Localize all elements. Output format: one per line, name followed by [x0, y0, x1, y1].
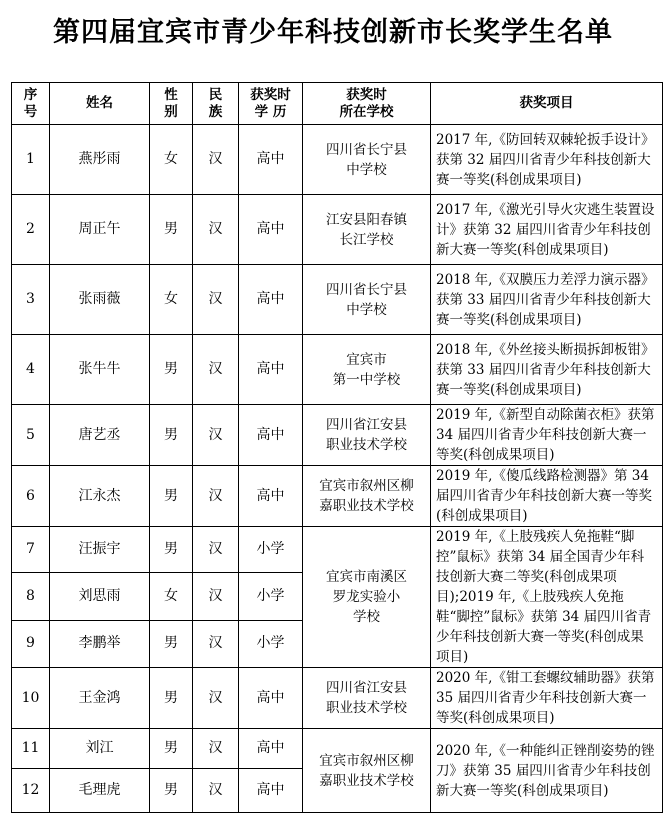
row-name: 江永杰: [50, 466, 150, 527]
row-gender: 男: [150, 527, 193, 573]
row-ethnicity: 汉: [193, 466, 239, 527]
row-education: 小学: [239, 573, 303, 620]
row-name: 刘江: [50, 729, 150, 769]
row-school: 江安县阳春镇 长江学校: [303, 195, 431, 265]
row-education: 小学: [239, 620, 303, 667]
row-ethnicity: 汉: [193, 729, 239, 769]
row-no: 5: [12, 405, 50, 466]
row-ethnicity: 汉: [193, 125, 239, 195]
row-name: 李鹏举: [50, 620, 150, 667]
row-name: 张雨薇: [50, 265, 150, 335]
document-title: 第四届宜宾市青少年科技创新市长奖学生名单: [53, 17, 613, 48]
row-no: 9: [12, 620, 50, 667]
row-award: 2017 年,《防回转双棘轮扳手设计》获第 32 届四川省青少年科技创新大赛一等奖(科创成果项目): [431, 125, 663, 195]
row-gender: 男: [150, 620, 193, 667]
row-school: 四川省长宁县 中学校: [303, 125, 431, 195]
row-ethnicity: 汉: [193, 405, 239, 466]
row-no: 4: [12, 335, 50, 405]
row-award: 2019 年,《新型自动除菌衣柜》获第 34 届四川省青少年科技创新大赛一等奖(科创成果项目): [431, 405, 663, 466]
row-education: 高中: [239, 125, 303, 195]
row-ethnicity: 汉: [193, 195, 239, 265]
row-education: 高中: [239, 405, 303, 466]
row-no: 2: [12, 195, 50, 265]
row-award: 2018 年,《双膜压力差浮力演示器》获第 33 届四川省青少年科技创新大赛一等奖(科创成果项目): [431, 265, 663, 335]
row-no: 8: [12, 573, 50, 620]
row-name: 刘思雨: [50, 573, 150, 620]
row-award: 2019 年,《傻瓜线路检测器》第 34 届四川省青少年科技创新大赛一等奖(科创成果项目): [431, 466, 663, 527]
row-no: 11: [12, 729, 50, 769]
table-row: [12, 265, 663, 335]
row-ethnicity: 汉: [193, 527, 239, 573]
row-gender: 女: [150, 573, 193, 620]
table-row: [12, 466, 663, 527]
row-school: 四川省江安县 职业技术学校: [303, 405, 431, 466]
row-no: 6: [12, 466, 50, 527]
row-ethnicity: 汉: [193, 335, 239, 405]
row-education: 高中: [239, 729, 303, 769]
header-name: 姓名: [50, 83, 150, 125]
row-ethnicity: 汉: [193, 573, 239, 620]
row-no: 10: [12, 668, 50, 729]
row-ethnicity: 汉: [193, 265, 239, 335]
row-education: 高中: [239, 195, 303, 265]
row-school: 四川省江安县 职业技术学校: [303, 668, 431, 729]
row-name: 汪振宇: [50, 527, 150, 573]
row-gender: 男: [150, 729, 193, 769]
row-gender: 男: [150, 195, 193, 265]
table-row: [12, 195, 663, 265]
row-name: 王金鸿: [50, 668, 150, 729]
row-name: 毛理虎: [50, 769, 150, 813]
row-no: 12: [12, 769, 50, 813]
row-gender: 女: [150, 265, 193, 335]
header-school: 获奖时 所在学校: [303, 83, 431, 125]
row-gender: 男: [150, 335, 193, 405]
header-gender: 性 别: [150, 83, 193, 125]
row-ethnicity: 汉: [193, 769, 239, 813]
row-education: 高中: [239, 335, 303, 405]
group-award: 2020 年,《一种能纠正锉削姿势的锉刀》获第 35 届四川省青少年科技创新大赛一等奖(科创成果项目): [431, 729, 663, 813]
row-name: 张牛牛: [50, 335, 150, 405]
row-school: 宜宾市 第一中学校: [303, 335, 431, 405]
row-school: 四川省长宁县 中学校: [303, 265, 431, 335]
row-education: 高中: [239, 668, 303, 729]
row-ethnicity: 汉: [193, 668, 239, 729]
row-gender: 男: [150, 769, 193, 813]
table-row: [12, 335, 663, 405]
row-education: 小学: [239, 527, 303, 573]
table-row: [12, 729, 663, 769]
row-education: 高中: [239, 769, 303, 813]
group-school: 宜宾市南溪区 罗龙实验小 学校: [303, 527, 431, 668]
table-row: [12, 405, 663, 466]
table-header-row: [12, 83, 663, 125]
table-row: [12, 527, 663, 573]
row-name: 燕彤雨: [50, 125, 150, 195]
group-award: 2019 年,《上肢残疾人免拖鞋“脚控”鼠标》获第 34 届全国青少年科技创新大赛二等奖(科创成果项目);2019 年,《上肢残疾人免拖鞋“脚控”鼠标》获第 34 届四川省青少年科技创新大赛一等奖(科创成果项目): [431, 527, 663, 668]
row-award: 2017 年,《激光引导火灾逃生装置设计》获第 32 届四川省青少年科技创新大赛一等奖(科创成果项目): [431, 195, 663, 265]
row-no: 3: [12, 265, 50, 335]
group-school: 宜宾市叙州区柳 嘉职业技术学校: [303, 729, 431, 813]
row-name: 唐艺丞: [50, 405, 150, 466]
row-award: 2020 年,《钳工套螺纹辅助器》获第 35 届四川省青少年科技创新大赛一等奖(科创成果项目): [431, 668, 663, 729]
row-gender: 女: [150, 125, 193, 195]
row-name: 周正午: [50, 195, 150, 265]
row-award: 2018 年,《外丝接头断损拆卸板钳》获第 33 届四川省青少年科技创新大赛一等奖(科创成果项目): [431, 335, 663, 405]
row-gender: 男: [150, 405, 193, 466]
table-row: [12, 668, 663, 729]
row-ethnicity: 汉: [193, 620, 239, 667]
header-ethnicity: 民 族: [193, 83, 239, 125]
table-row: [12, 125, 663, 195]
header-no: 序 号: [12, 83, 50, 125]
row-education: 高中: [239, 265, 303, 335]
row-education: 高中: [239, 466, 303, 527]
row-no: 7: [12, 527, 50, 573]
row-gender: 男: [150, 668, 193, 729]
row-no: 1: [12, 125, 50, 195]
award-winners-table: [11, 82, 663, 813]
row-school: 宜宾市叙州区柳 嘉职业技术学校: [303, 466, 431, 527]
header-education: 获奖时 学 历: [239, 83, 303, 125]
row-gender: 男: [150, 466, 193, 527]
header-project: 获奖项目: [431, 83, 663, 125]
